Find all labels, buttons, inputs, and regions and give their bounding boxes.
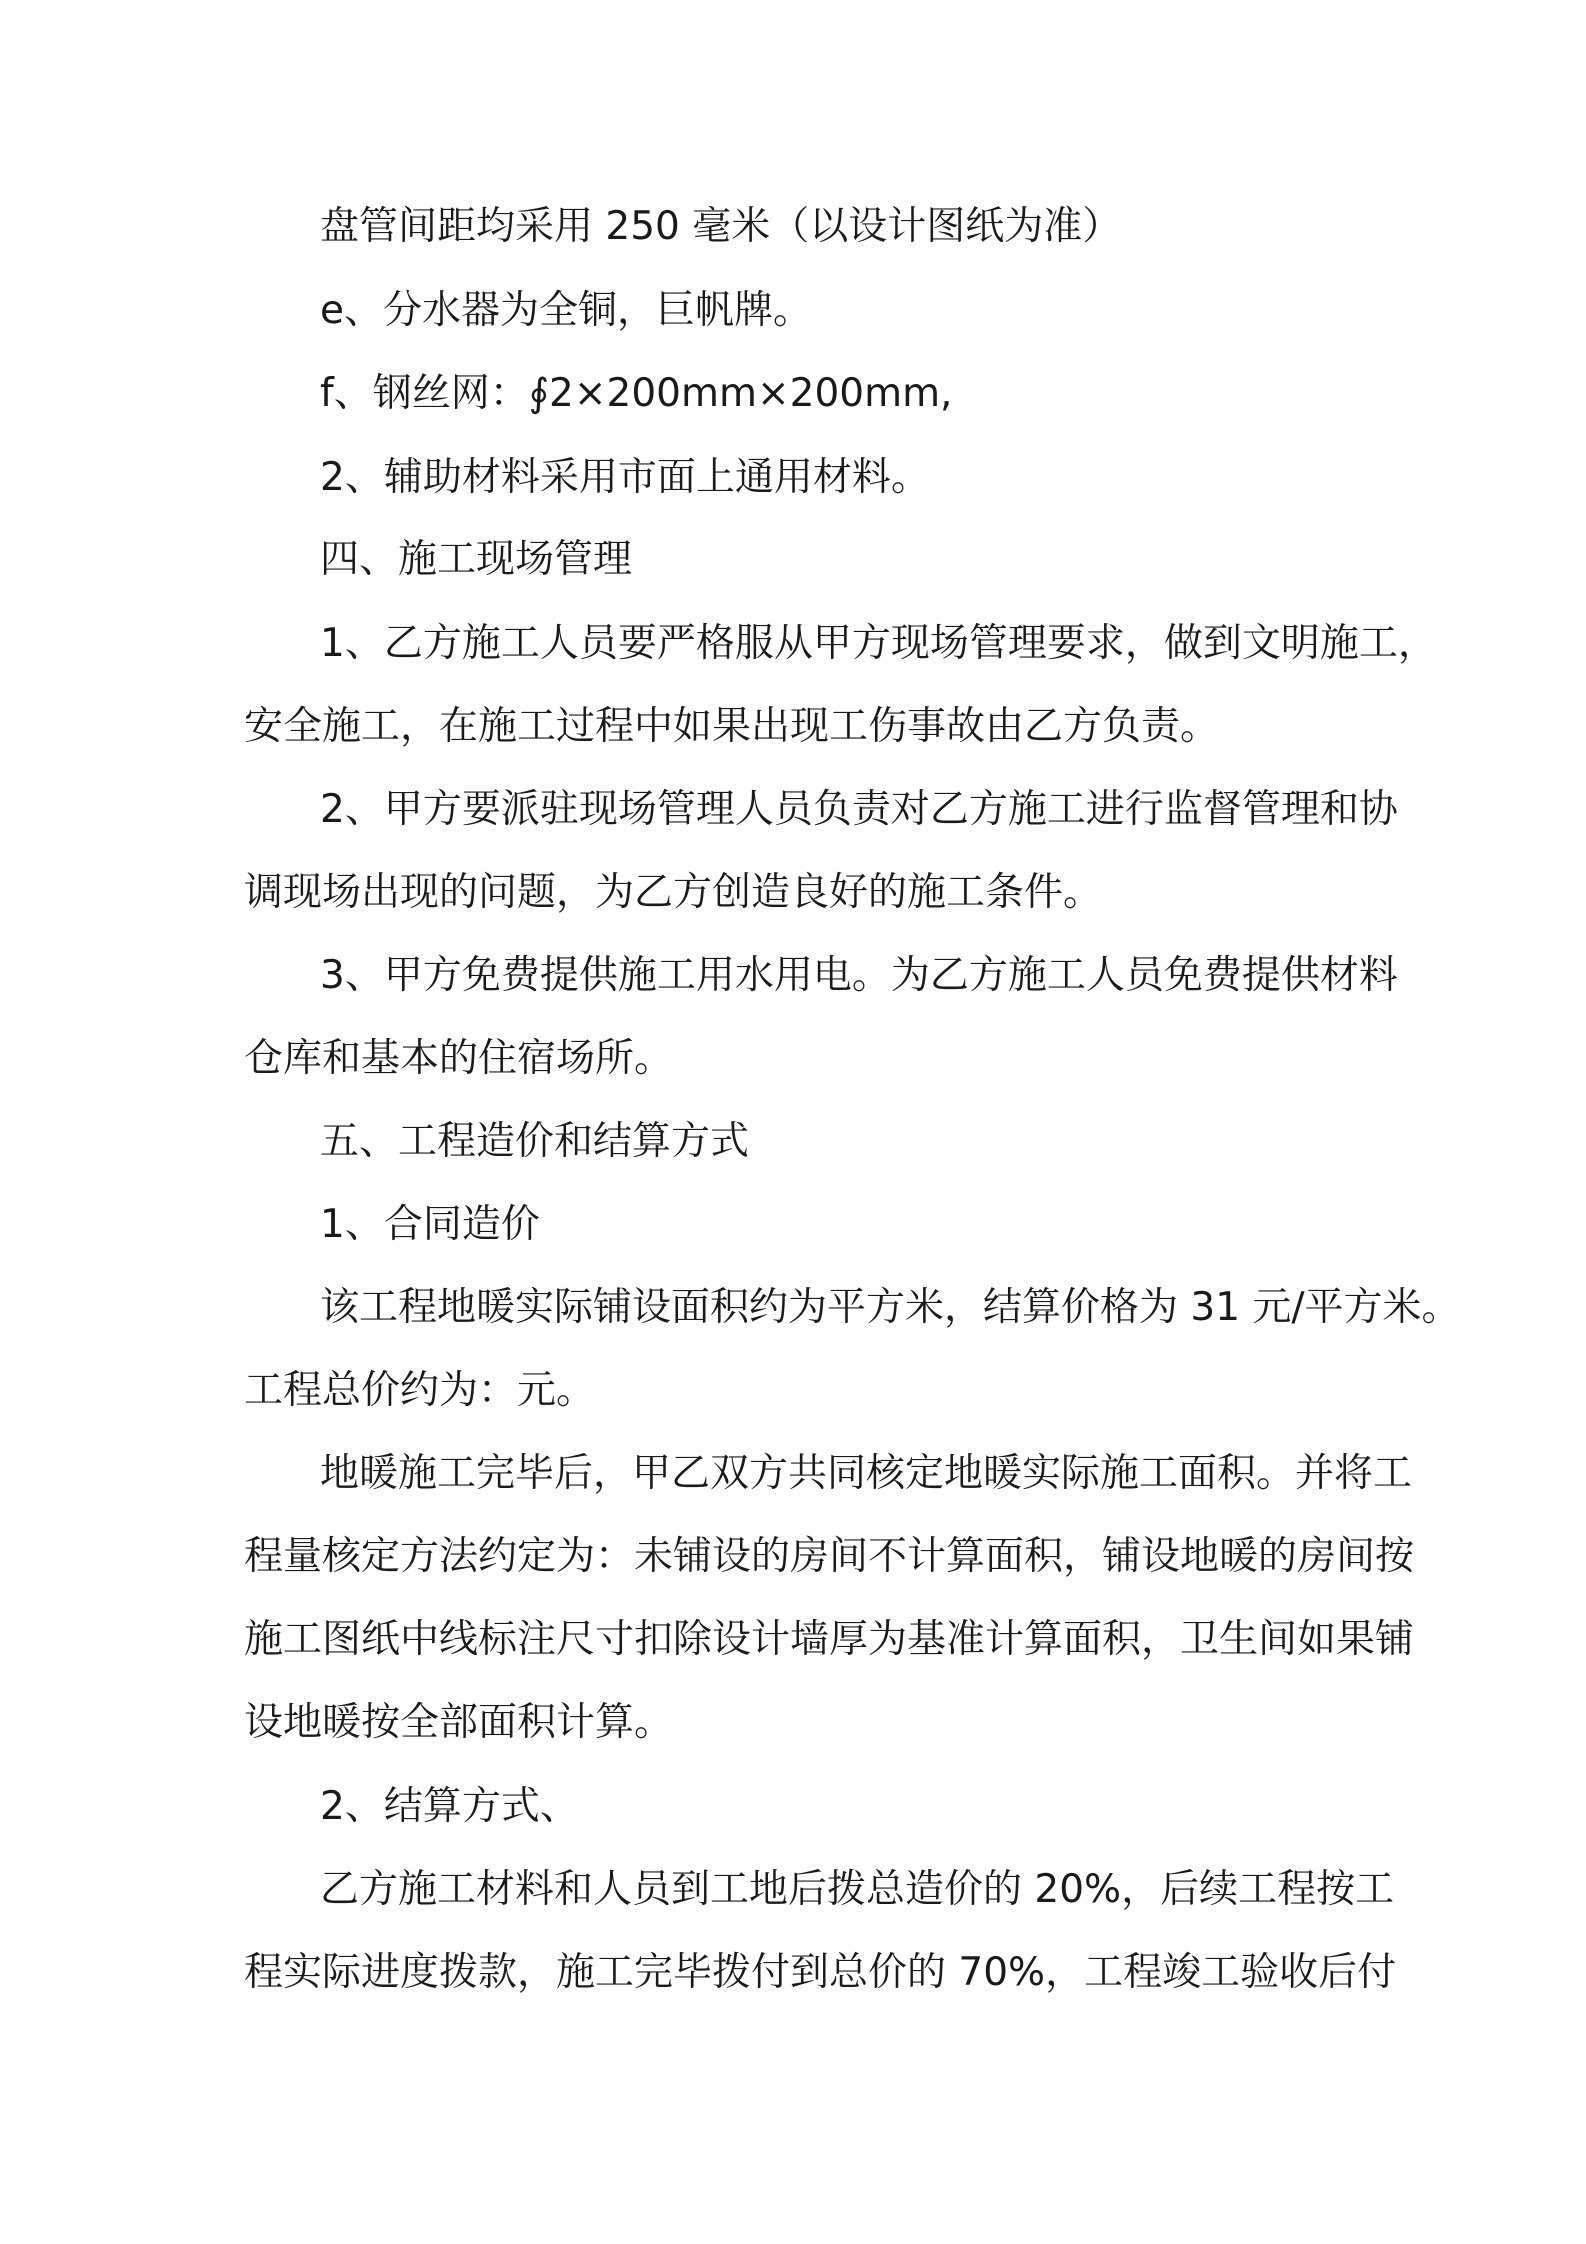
- text-line-7: 安全施工，在施工过程中如果出现工伤事故由乙方负责。: [244, 704, 1220, 749]
- text-line-11: 仓库和基本的住宿场所。: [244, 1036, 674, 1081]
- text-line-20: 2、结算方式、: [320, 1784, 579, 1829]
- text-line-3: f、钢丝网：∮2×200mm×200mm,: [320, 371, 953, 416]
- text-line-13: 1、合同造价: [320, 1202, 540, 1247]
- text-line-22: 程实际进度拨款，施工完毕拨付到总价的 70%，工程竣工验收后付: [244, 1950, 1397, 1995]
- section-heading-5: 五、工程造价和结算方式: [320, 1119, 750, 1164]
- text-line-21: 乙方施工材料和人员到工地后拨总造价的 20%，后续工程按工: [320, 1867, 1395, 1912]
- text-line-19: 设地暖按全部面积计算。: [244, 1700, 674, 1745]
- text-line-15: 工程总价约为：元。: [244, 1368, 596, 1413]
- text-line-17: 程量核定方法约定为：未铺设的房间不计算面积，铺设地暖的房间按: [244, 1534, 1415, 1579]
- text-line-8: 2、甲方要派驻现场管理人员负责对乙方施工进行监督管理和协: [320, 787, 1398, 832]
- text-line-9: 调现场出现的问题，为乙方创造良好的施工条件。: [244, 870, 1103, 915]
- section-heading-4: 四、施工现场管理: [320, 537, 633, 582]
- text-line-18: 施工图纸中线标注尺寸扣除设计墙厚为基准计算面积，卫生间如果铺: [244, 1617, 1415, 1662]
- text-line-16: 地暖施工完毕后，甲乙双方共同核定地暖实际施工面积。并将工: [320, 1451, 1413, 1496]
- text-line-2: e、分水器为全铜，巨帆牌。: [320, 288, 812, 333]
- text-line-6: 1、乙方施工人员要严格服从甲方现场管理要求，做到文明施工，: [320, 621, 1437, 666]
- text-line-1: 盘管间距均采用 250 毫米（以设计图纸为准）: [320, 204, 1122, 249]
- text-line-14: 该工程地暖实际铺设面积约为平方米，结算价格为 31 元/平方米。: [320, 1285, 1461, 1330]
- text-line-4: 2、辅助材料采用市面上通用材料。: [320, 455, 930, 500]
- text-line-10: 3、甲方免费提供施工用水用电。为乙方施工人员免费提供材料: [320, 953, 1398, 998]
